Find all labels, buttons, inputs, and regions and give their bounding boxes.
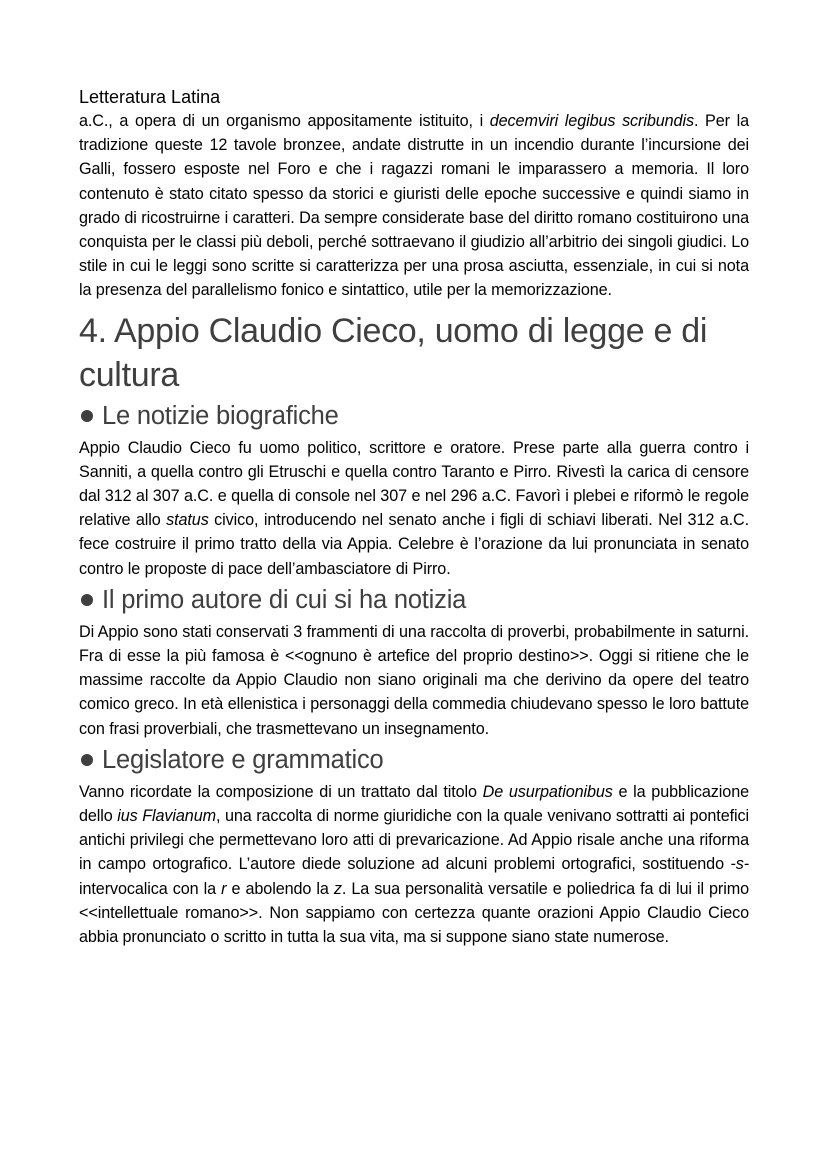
section-paragraph-legislatore bbox=[79, 780, 749, 949]
text-run: . Per la tradizione queste 12 tavole bronzee, andate distrutte in un incendio durante l’incursione dei Galli, fossero esposte nel Foro e che i ragazzi romani le imparassero a memoria. Il loro contenuto è stato citato spesso da storici e giuristi delle epoche successive e quindi siamo in grado di ricostruirne i caratteri. Da sempre considerate base del diritto romano costituirono una conquista per le classi più deboli, perché sottraevano il giudizio all’arbitrio dei singoli giudici. Lo stile in cui le leggi sono scritte si caratterizza per una prosa asciutta, essenziale, in cui si nota la presenza del parallelismo fonico e sintattico, utile per la memorizzazione. bbox=[79, 112, 749, 300]
bullet-icon bbox=[81, 594, 93, 606]
italic-run: De usurpationibus bbox=[482, 782, 613, 801]
text-run: Vanno ricordate la composizione di un trattato dal titolo bbox=[79, 782, 483, 801]
italic-run: r bbox=[221, 879, 227, 898]
text-run: intervocalica con la bbox=[79, 879, 222, 898]
section-heading-primo-autore bbox=[79, 583, 749, 617]
intro-paragraph bbox=[79, 109, 749, 303]
section-heading-text: Le notizie biografiche bbox=[102, 401, 339, 430]
text-run: a.C., a opera di un organismo appositamente istituito, i bbox=[79, 112, 490, 130]
italic-run: decemviri legibus scribundis bbox=[489, 112, 694, 130]
section-heading-biografia bbox=[79, 399, 749, 433]
bullet-icon bbox=[81, 410, 93, 422]
section-paragraph-biografia bbox=[79, 436, 749, 581]
section-paragraph-primo-autore bbox=[79, 620, 749, 741]
text-run: Appio Claudio Cieco fu uomo politico, scrittore e oratore. Prese parte alla guerra contro i Sanniti, a quella contro gli Etruschi e quella contro Taranto e Pirro. Rivestì la carica di censore dal 312 al 307 a.C. e quella di console nel 307 e nel 296 a.C. Favorì i plebei e riformò le regole relative allo bbox=[79, 438, 749, 530]
italic-run: -s- bbox=[730, 855, 749, 874]
text-run: Di Appio sono stati conservati 3 frammenti di una raccolta di proverbi, probabilmente in saturni. Fra di esse la più famosa è <<ognuno è artefice del proprio destino>>. Oggi si ritiene che le massime raccolte da Appio Claudio non siano originali ma che derivino da opere del teatro comico greco. In età ellenistica i personaggi della commedia chiudevano spesso le loro battute con frasi proverbiali, che trasmettevano un insegnamento. bbox=[79, 622, 749, 738]
text-run: e la pubblicazione dello bbox=[79, 782, 750, 826]
section-heading-text: Il primo autore di cui si ha notizia bbox=[102, 585, 467, 614]
italic-run: status bbox=[166, 511, 209, 530]
chapter-title: 4. Appio Claudio Cieco, uomo di legge e di cultura bbox=[79, 311, 708, 394]
section-heading-legislatore bbox=[79, 743, 749, 777]
text-run: , una raccolta di norme giuridiche con la quale venivano sottratti ai pontefici antichi privilegi che permettevano loro atti di prevaricazione. Ad Appio risale anche una riforma in campo ortografico. L’autore diede soluzione ad alcuni problemi ortografici, sostituendo bbox=[79, 807, 749, 874]
page-content bbox=[79, 85, 749, 949]
text-run: e abolendo la bbox=[226, 879, 334, 898]
italic-run: z bbox=[333, 879, 342, 898]
section-heading-text: Legislatore e grammatico bbox=[102, 745, 384, 774]
running-header: Letteratura Latina bbox=[79, 87, 221, 107]
text-run: civico, introducendo nel senato anche i figli di schiavi liberati. Nel 312 a.C. fece costruire il primo tratto della via Appia. Celebre è l’orazione da lui pronunciata in senato contro le proposte di pace dell’ambasciatore di Pirro. bbox=[79, 511, 749, 578]
bullet-icon bbox=[81, 754, 93, 766]
text-run: . La sua personalità versatile e poliedrica fa di lui il primo <<intellettuale romano>>. Non sappiamo con certezza quante orazioni Appio Claudio Cieco abbia pronunciato o scritto in tutta la sua vita, ma si suppone siano state numerose. bbox=[79, 879, 749, 947]
italic-run: ius Flavianum bbox=[117, 807, 216, 826]
